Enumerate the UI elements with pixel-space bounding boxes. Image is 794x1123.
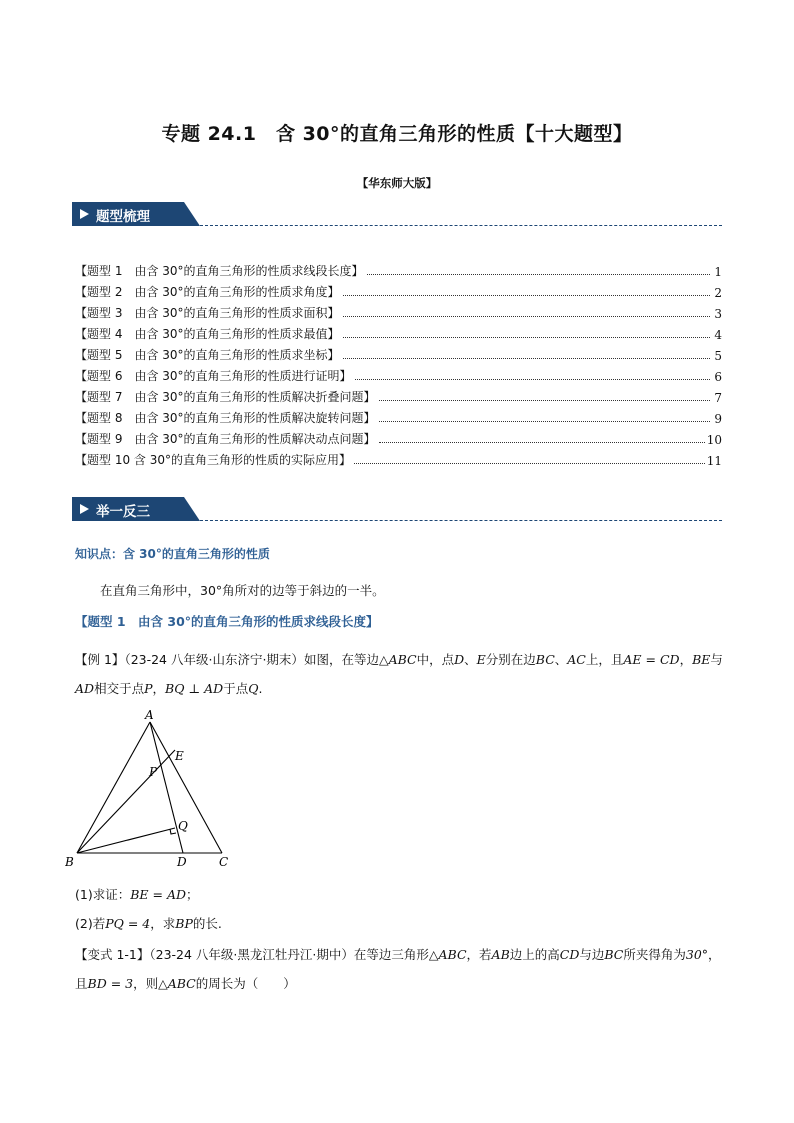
toc-item[interactable] [75, 300, 722, 321]
math-expr: AB [491, 947, 510, 962]
point-label-d: D [177, 855, 187, 869]
toc-item[interactable] [75, 342, 722, 363]
toc-item-label: 【题型 8 由含 30°的直角三角形的性质解决旋转问题】 [75, 411, 376, 425]
math-expr: △ABC [428, 947, 467, 962]
example1-text [75, 645, 725, 703]
toc-leader [343, 316, 710, 317]
edition-label: 【华东师大版】 [356, 176, 438, 190]
section-header-toc [72, 202, 722, 228]
toc-page-number: 7 [714, 391, 722, 405]
toc-item[interactable] [75, 363, 722, 384]
point-label-p: P [149, 765, 158, 779]
example-text: 相交于点 [94, 681, 145, 696]
math-expr: BQ ⊥ AD [165, 681, 224, 696]
math-expr: BD = 3 [87, 976, 134, 991]
toc-item-label: 【题型 3 由含 30°的直角三角形的性质求面积】 [75, 306, 340, 320]
example-text: 、 [554, 652, 568, 667]
toc-leader [379, 421, 710, 422]
toc-item-label: 【题型 5 由含 30°的直角三角形的性质求坐标】 [75, 348, 340, 362]
example-text: ， [152, 681, 166, 696]
variant-tag: 【变式 1-1】 [75, 947, 150, 962]
math-expr: BE = AD [130, 887, 186, 902]
toc-item[interactable] [75, 384, 722, 405]
math-expr: △ABC [158, 976, 196, 991]
knowledge-point-body: 在直角三角形中，30°角所对的边等于斜边的一半。 [100, 583, 385, 598]
toc-item-label: 【题型 2 由含 30°的直角三角形的性质求角度】 [75, 285, 340, 299]
toc-leader [343, 295, 710, 296]
play-arrow-icon [80, 504, 89, 514]
variant-text: 与边 [579, 947, 605, 962]
section-title: 举一反三 [96, 504, 150, 520]
segment-AC [150, 722, 222, 853]
point-label-e: E [175, 749, 184, 763]
toc-item[interactable] [75, 279, 722, 300]
toc-item-label: 【题型 4 由含 30°的直角三角形的性质求最值】 [75, 327, 340, 341]
segment-BQ [77, 828, 175, 853]
variant-text: 的周长为（ ） [195, 976, 296, 991]
variant-text: 所夹得角为 [623, 947, 686, 962]
variant-text: ，则 [133, 976, 159, 991]
table-of-contents [75, 258, 722, 468]
question-text: (2)若 [75, 916, 106, 931]
example-text: 分别在边 [485, 652, 536, 667]
right-angle-mark [170, 829, 176, 834]
math-expr: D [454, 652, 465, 667]
toc-item-label: 【题型 9 由含 30°的直角三角形的性质解决动点问题】 [75, 432, 376, 446]
math-expr: AE = CD [623, 652, 680, 667]
math-expr: BE [692, 652, 711, 667]
toc-leader [379, 400, 710, 401]
toc-item[interactable] [75, 426, 722, 447]
toc-page-number: 2 [714, 286, 722, 300]
toc-item-label: 【题型 7 由含 30°的直角三角形的性质解决折叠问题】 [75, 390, 376, 404]
toc-leader [354, 463, 705, 464]
example-text: 上，且 [585, 652, 624, 667]
example-text: 如图，在等边 [303, 652, 379, 667]
triangle-figure [65, 706, 245, 871]
point-label-q: Q [178, 819, 188, 833]
question-text: ，求 [150, 916, 176, 931]
math-expr: P [144, 681, 153, 696]
toc-item[interactable] [75, 447, 722, 468]
math-expr: Q [248, 681, 259, 696]
toc-page-number: 5 [714, 349, 722, 363]
toc-item[interactable] [75, 321, 722, 342]
math-expr: CD [559, 947, 580, 962]
variant-text: 边上的高 [509, 947, 560, 962]
toc-leader [379, 442, 705, 443]
toc-leader [367, 274, 710, 275]
toc-page-number: 4 [714, 328, 722, 342]
example-text: 与 [710, 652, 723, 667]
question-text: (1)求证： [75, 887, 131, 902]
math-expr: AD [75, 681, 95, 696]
dashed-divider [200, 225, 722, 226]
type1-heading: 【题型 1 由含 30°的直角三角形的性质求线段长度】 [75, 614, 379, 629]
example-tag: 【例 1】 [75, 652, 125, 667]
math-expr: AC [567, 652, 586, 667]
section-header-practice [72, 497, 722, 523]
question-text: ； [186, 887, 199, 902]
page-title: 专题 24.1 含 30°的直角三角形的性质【十大题型】 [161, 123, 633, 145]
toc-item-label: 【题型 1 由含 30°的直角三角形的性质求线段长度】 [75, 264, 364, 278]
toc-item[interactable] [75, 405, 722, 426]
math-expr: BP [175, 916, 193, 931]
toc-page-number: 1 [714, 265, 722, 279]
example-source: （23-24 八年级·山东济宁·期末） [124, 652, 304, 667]
example-text: 、 [464, 652, 477, 667]
variant-text: ，且 [75, 947, 721, 991]
math-expr: △ABC [378, 652, 417, 667]
math-expr: PQ = 4 [105, 916, 151, 931]
toc-page-number: 3 [714, 307, 722, 321]
toc-page-number: 6 [714, 370, 722, 384]
example-text: ， [679, 652, 693, 667]
toc-page-number: 11 [706, 454, 722, 468]
point-label-b: B [65, 855, 74, 869]
math-expr: BC [604, 947, 624, 962]
knowledge-point-label: 知识点：含 30°的直角三角形的性质 [75, 547, 270, 561]
example-text: . [258, 681, 263, 696]
toc-item[interactable] [75, 258, 722, 279]
question-1 [75, 885, 199, 903]
math-expr: BC [535, 652, 555, 667]
variant-text: ，若 [466, 947, 492, 962]
point-label-a: A [145, 708, 154, 722]
toc-page-number: 9 [714, 412, 722, 426]
toc-item-label: 【题型 10 含 30°的直角三角形的性质的实际应用】 [75, 453, 351, 467]
example-text: 中，点 [416, 652, 455, 667]
toc-leader [343, 337, 710, 338]
variant-text: 在等边三角形 [353, 947, 429, 962]
toc-leader [355, 379, 710, 380]
example-text: 于点 [223, 681, 249, 696]
variant-source: （23-24 八年级·黑龙江牡丹江·期中） [149, 947, 354, 962]
toc-page-number: 10 [706, 433, 722, 447]
math-expr: E [476, 652, 486, 667]
toc-item-label: 【题型 6 由含 30°的直角三角形的性质进行证明】 [75, 369, 352, 383]
toc-leader [343, 358, 710, 359]
variant1-text [75, 940, 725, 998]
section-title: 题型梳理 [96, 209, 150, 225]
question-text: 的长. [192, 916, 222, 931]
dashed-divider [200, 520, 722, 521]
play-arrow-icon [80, 209, 89, 219]
point-label-c: C [219, 855, 229, 869]
question-2 [75, 914, 222, 932]
math-expr: 30° [685, 947, 709, 962]
